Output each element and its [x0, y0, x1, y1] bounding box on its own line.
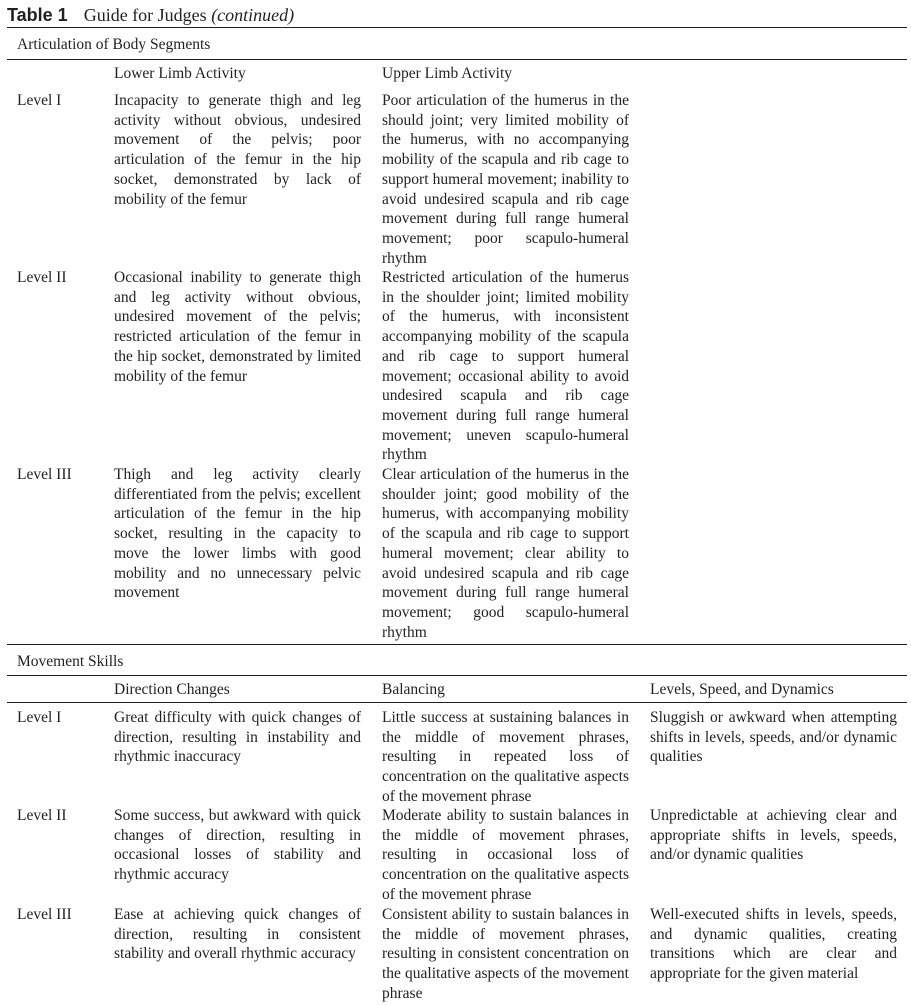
table-title-suffix: (continued)	[211, 5, 295, 25]
cell-levels-level-1: Sluggish or awkward when attempting shifts in levels, speeds, and/or dynamic qualities	[650, 709, 897, 766]
cell-lower-limb-level-1: Incapacity to generate thigh and leg activity without obvious, undesired movement of the pelvis; poor articulation of the femur in the hip socket, demonstrated by lack of mobility of the femur	[114, 92, 361, 208]
cell-direction-level-2: Some success, but awkward with quick changes of direction, resulting in occasional losses of stability and rhythmic accuracy	[114, 807, 361, 884]
column-header-lower-limb: Lower Limb Activity	[114, 65, 246, 82]
rule-top	[7, 27, 907, 28]
cell-direction-level-3: Ease at achieving quick changes of direction, resulting in consistent stability and overall rhythmic accuracy	[114, 906, 361, 963]
cell-levels-level-2: Unpredictable at achieving clear and appropriate shifts in levels, speeds, and/or dynamic qualities	[650, 807, 897, 864]
cell-upper-limb-level-2: Restricted articulation of the humerus in the shoulder joint; limited mobility of the humerus, with inconsistent accompanying mobility of the scapula and rib cage to support humeral movement; occasional ability to avoid undesired scapula and rib cage movement during full range humeral movement; uneven scapulo-humeral rhythm	[382, 269, 629, 464]
table-label: Table 1	[7, 5, 68, 25]
cell-lower-limb-level-2: Occasional inability to generate thigh and leg activity without obvious, undesired movement of the pelvis; restricted articulation of the femur in the hip socket, demonstrated by limited mobility of the femur	[114, 269, 361, 385]
rule-section2-heading	[7, 675, 907, 676]
row-label-level-1: Level I	[17, 709, 62, 726]
column-header-levels-speed-dynamics: Levels, Speed, and Dynamics	[650, 681, 834, 698]
cell-upper-limb-level-1: Poor articulation of the humerus in the should joint; very limited mobility of the humerus, with no accompanying mobility of the scapula and rib cage to support humeral movement; inability to avoid undesired scapula and rib cage movement during full range humeral movement; poor scapulo-humeral rhythm	[382, 92, 629, 267]
cell-upper-limb-level-3: Clear articulation of the humerus in the shoulder joint; good mobility of the humerus, with accompanying mobility of the scapula and rib cage to support humeral movement; clear ability to avoid undesired scapula and rib cage movement during full range humeral movement; good scapulo-humeral rhythm	[382, 466, 629, 641]
cell-balancing-level-2: Moderate ability to sustain balances in the middle of movement phrases, resulting in occasional loss of concentration on the qualitative aspects of the movement phrase	[382, 807, 629, 903]
row-label-level-3: Level III	[17, 466, 72, 483]
table-title-text: Guide for Judges	[83, 5, 207, 25]
cell-balancing-level-3: Consistent ability to sustain balances in the middle of movement phrases, resulting in consistent concentration on the qualitative aspects of the movement phrase	[382, 906, 629, 1002]
row-label-level-2: Level II	[17, 269, 67, 286]
row-label-level-3: Level III	[17, 906, 72, 923]
cell-balancing-level-1: Little success at sustaining balances in the middle of movement phrases, resulting in repeated loss of concentration on the qualitative aspects of the movement phrase	[382, 709, 629, 805]
table-title	[7, 4, 294, 26]
column-header-direction-changes: Direction Changes	[114, 681, 230, 698]
row-label-level-1: Level I	[17, 92, 62, 109]
section-heading-articulation: Articulation of Body Segments	[17, 36, 211, 53]
rule-section-divider	[7, 644, 907, 645]
rule-section2-columns	[7, 702, 907, 703]
cell-levels-level-3: Well-executed shifts in levels, speeds, and dynamic qualities, creating transitions which are clear and appropriate for the given material	[650, 906, 897, 983]
column-header-upper-limb: Upper Limb Activity	[382, 65, 513, 82]
rule-section1-heading	[7, 59, 907, 60]
column-header-balancing: Balancing	[382, 681, 445, 698]
cell-direction-level-1: Great difficulty with quick changes of direction, resulting in instability and rhythmic inaccuracy	[114, 709, 361, 766]
cell-lower-limb-level-3: Thigh and leg activity clearly differentiated from the pelvis; excellent articulation of the femur in the hip socket, resulting in the capacity to move the lower limbs with good mobility and no unnecessary pelvic movement	[114, 466, 361, 602]
section-heading-movement-skills: Movement Skills	[17, 653, 124, 670]
row-label-level-2: Level II	[17, 807, 67, 824]
